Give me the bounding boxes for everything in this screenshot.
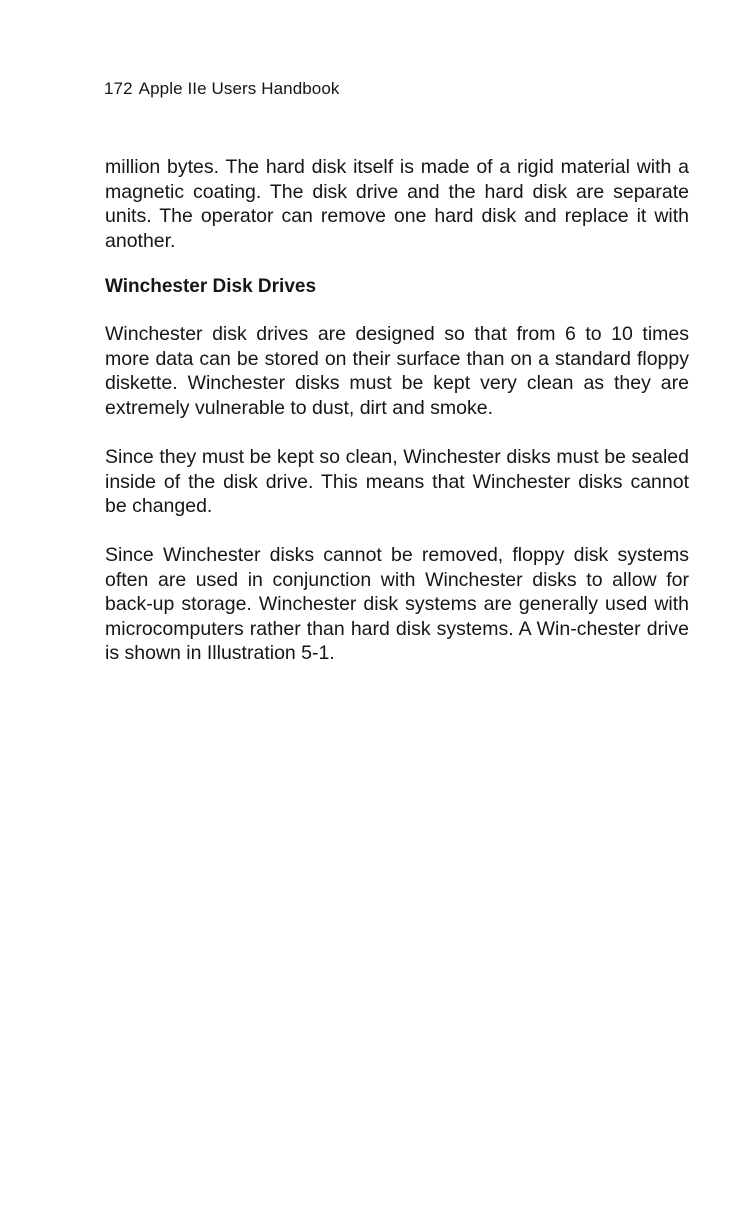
paragraph: Since Winchester disks cannot be removed, floppy disk systems often are used in conjunction with Winchester disks to allow for back-up storage. Winchester disk systems are generally used with microcomputers rather than hard disk systems. A Win-chester drive is shown in Illustration 5-1. xyxy=(105,544,689,665)
page-number: 172 xyxy=(104,79,133,98)
paragraph-continued: million bytes. The hard disk itself is made of a rigid material with a magnetic coating. The disk drive and the hard disk are separate units. The operator can remove one hard disk and replace it with another. xyxy=(105,156,689,252)
running-header xyxy=(104,78,340,100)
section-heading: Winchester Disk Drives xyxy=(105,276,317,297)
book-title: Apple IIe Users Handbook xyxy=(138,79,340,98)
paragraph: Since they must be kept so clean, Winchester disks must be sealed inside of the disk drive. This means that Winchester disks cannot be changed. xyxy=(105,446,689,518)
paragraph: Winchester disk drives are designed so that from 6 to 10 times more data can be stored on their surface than on a standard floppy diskette. Winchester disks must be kept very clean as they are extremely vulnerable to dust, dirt and smoke. xyxy=(105,323,689,419)
